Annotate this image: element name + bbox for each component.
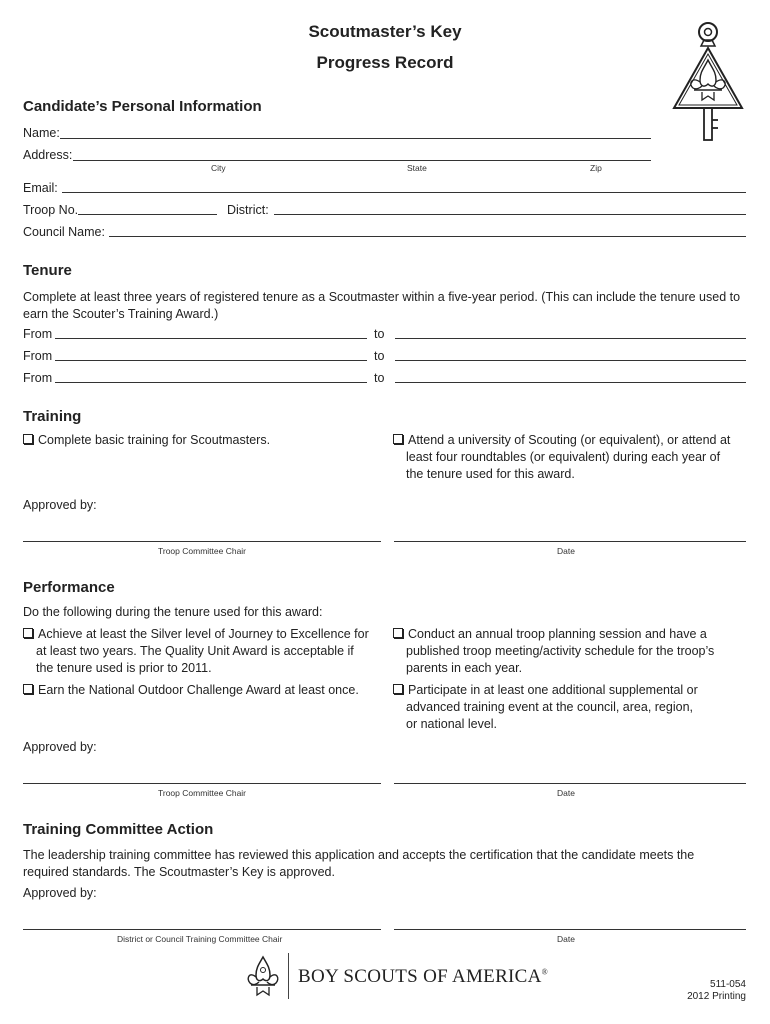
name-field[interactable] xyxy=(60,138,651,139)
to-label-3: to xyxy=(374,371,385,385)
training-date-caption: Date xyxy=(557,546,575,556)
scoutmaster-key-emblem xyxy=(660,20,760,145)
footer-divider xyxy=(288,953,289,999)
performance-heading: Performance xyxy=(23,579,115,596)
to-field-3[interactable] xyxy=(395,382,746,383)
from-label-1: From xyxy=(23,327,53,341)
district-label: District: xyxy=(227,203,269,217)
committee-approved-label: Approved by: xyxy=(23,886,97,900)
training-item-university: Attend a university of Scouting (or equivalent), or attend at least four roundtables (or equivalent) during each year of the tenure used for this award. xyxy=(393,432,753,483)
performance-item-training: Participate in at least one additional supplemental or advanced training event at the council, area, region, or national level. xyxy=(393,682,753,733)
from-field-3[interactable] xyxy=(55,382,367,383)
performance-chair-signature[interactable] xyxy=(23,783,381,784)
performance-item-planning: Conduct an annual troop planning session and have a published troop meeting/activity schedule for the troop’s parents in each year. xyxy=(393,626,753,677)
training-date-field[interactable] xyxy=(394,541,746,542)
tenure-description: Complete at least three years of registered tenure as a Scoutmaster within a five-year period. (This can include the tenure used to earn the Scouter’s Training Award.) xyxy=(23,290,741,321)
email-field[interactable] xyxy=(62,192,746,193)
form-number: 511-054 xyxy=(710,979,746,990)
checkbox[interactable] xyxy=(393,434,403,444)
council-label: Council Name: xyxy=(23,225,105,239)
council-field[interactable] xyxy=(109,236,746,237)
personal-info-heading: Candidate’s Personal Information xyxy=(23,98,262,115)
performance-item-outdoor: Earn the National Outdoor Challenge Award at least once. xyxy=(23,682,388,699)
committee-heading: Training Committee Action xyxy=(23,821,214,838)
to-field-1[interactable] xyxy=(395,338,746,339)
troop-label: Troop No. xyxy=(23,203,79,217)
performance-intro: Do the following during the tenure used for this award: xyxy=(23,605,323,619)
checkbox[interactable] xyxy=(393,628,403,638)
checkbox[interactable] xyxy=(23,434,33,444)
checkbox[interactable] xyxy=(23,684,33,694)
performance-date-caption: Date xyxy=(557,788,575,798)
to-label-2: to xyxy=(374,349,385,363)
city-caption: City xyxy=(211,163,226,173)
district-field[interactable] xyxy=(274,214,746,215)
committee-description: The leadership training committee has reviewed this application and accepts the certification that the candidate meets the required standards. The Scoutmaster’s Key is approved. xyxy=(23,848,695,879)
printing-date: 2012 Printing xyxy=(687,991,746,1002)
from-field-2[interactable] xyxy=(55,360,367,361)
from-field-1[interactable] xyxy=(55,338,367,339)
form-info xyxy=(687,979,746,1003)
performance-date-field[interactable] xyxy=(394,783,746,784)
from-label-2: From xyxy=(23,349,53,363)
training-approved-label: Approved by: xyxy=(23,498,97,512)
address-label: Address: xyxy=(23,148,73,162)
to-label-1: to xyxy=(374,327,385,341)
training-chair-caption: Troop Committee Chair xyxy=(158,546,247,556)
tenure-heading: Tenure xyxy=(23,262,72,279)
training-heading: Training xyxy=(23,408,82,425)
committee-chair-signature[interactable] xyxy=(23,929,381,930)
email-label: Email: xyxy=(23,181,58,195)
state-caption: State xyxy=(407,163,427,173)
to-field-2[interactable] xyxy=(395,360,746,361)
page-title: Scoutmaster’s Key xyxy=(308,22,462,41)
performance-chair-caption: Troop Committee Chair xyxy=(158,788,247,798)
training-chair-signature[interactable] xyxy=(23,541,381,542)
page-subtitle: Progress Record xyxy=(316,53,454,72)
zip-caption: Zip xyxy=(590,163,602,173)
org-name: BOY SCOUTS OF AMERICA® xyxy=(298,966,549,987)
from-label-3: From xyxy=(23,371,53,385)
committee-date-field[interactable] xyxy=(394,929,746,930)
name-label: Name: xyxy=(23,126,60,140)
performance-approved-label: Approved by: xyxy=(23,740,97,754)
committee-date-caption: Date xyxy=(557,934,575,944)
troop-field[interactable] xyxy=(78,214,217,215)
committee-chair-caption: District or Council Training Committee Chair xyxy=(117,934,283,944)
checkbox[interactable] xyxy=(393,684,403,694)
checkbox[interactable] xyxy=(23,628,33,638)
fleur-de-lis-icon xyxy=(246,955,280,997)
performance-item-jte: Achieve at least the Silver level of Journey to Excellence for at least two years. The Quality Unit Award is acceptable if the tenure used is prior to 2011. xyxy=(23,626,388,677)
training-item-basic: Complete basic training for Scoutmasters. xyxy=(23,432,270,449)
address-field[interactable] xyxy=(73,160,651,161)
